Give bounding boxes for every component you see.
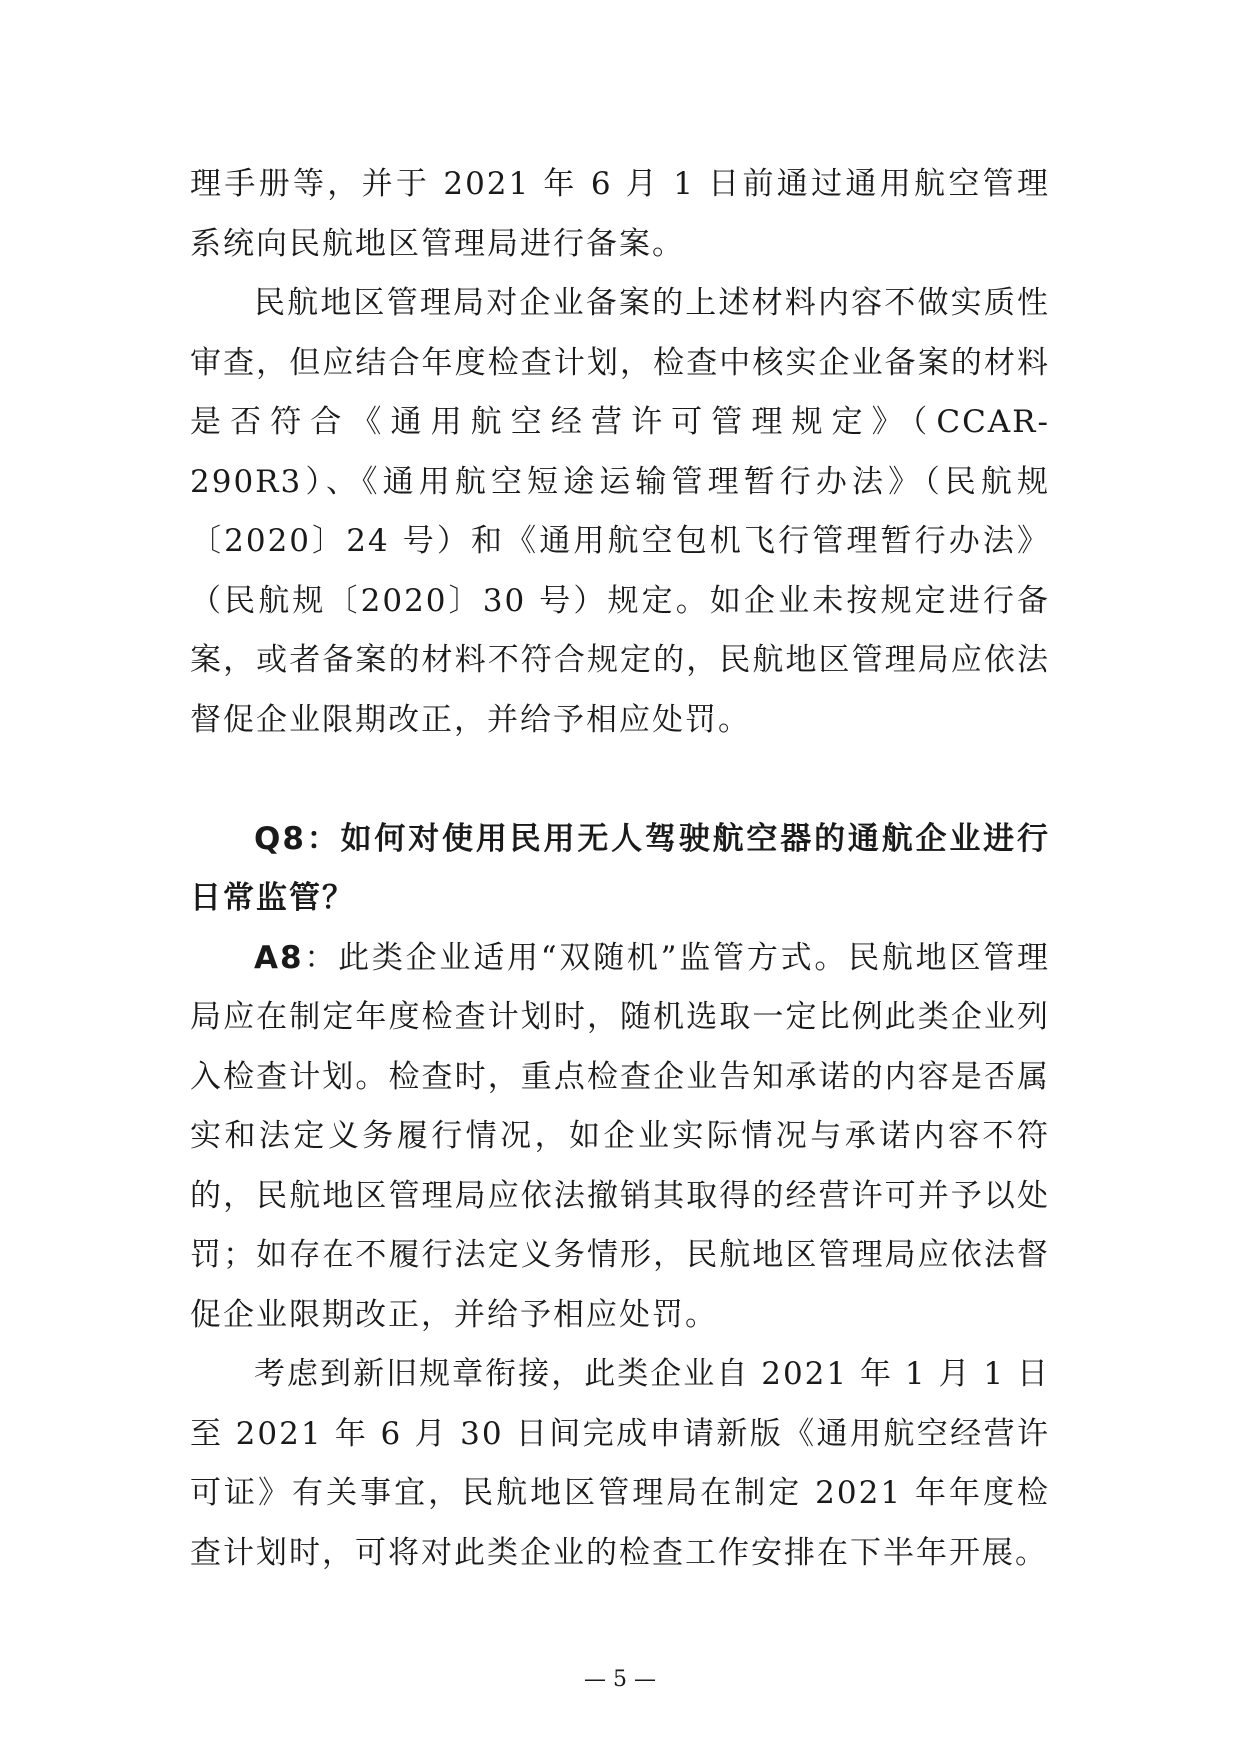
page-number: — 5 —: [584, 1667, 656, 1692]
document-body: [190, 155, 1050, 1583]
section-spacer: [190, 750, 1050, 810]
answer-text: ：此类企业适用“双随机”监管方式。民航地区管理局应在制定年度检查计划时，随机选取一定比例此类企业列入检查计划。检查时，重点检查企业告知承诺的内容是否属实和法定义务履行情况，如企业实际情况与承诺内容不符的，民航地区管理局应依法撤销其取得的经营许可并予以处罚；如存在不履行法定义务情形，民航地区管理局应依法督促企业限期改正，并给予相应处罚。: [190, 939, 1050, 1333]
paragraph-transition: 考虑到新旧规章衔接，此类企业自 2021 年 1 月 1 日至 2021 年 6 月 30 日间完成申请新版《通用航空经营许可证》有关事宜，民航地区管理局在制定 2021 年年度检查计划时，可将对此类企业的检查工作安排在下半年开展。: [190, 1356, 1050, 1571]
paragraph-continuation: 理手册等，并于 2021 年 6 月 1 日前通过通用航空管理系统向民航地区管理局进行备案。: [190, 166, 1050, 262]
answer-a8: [190, 929, 1050, 1346]
paragraph-review-requirements: 民航地区管理局对企业备案的上述材料内容不做实质性审查，但应结合年度检查计划，检查中核实企业备案的材料是否符合《通用航空经营许可管理规定》（CCAR-290R3）、《通用航空短途运输管理暂行办法》（民航规〔2020〕24 号）和《通用航空包机飞行管理暂行办法》（民航规〔2020〕30 号）规定。如企业未按规定进行备案，或者备案的材料不符合规定的，民航地区管理局应依法督促企业限期改正，并给予相应处罚。: [190, 285, 1050, 738]
question-q8: Q8：如何对使用民用无人驾驶航空器的通航企业进行日常监管？: [190, 820, 1050, 916]
answer-label: A8: [254, 939, 304, 976]
